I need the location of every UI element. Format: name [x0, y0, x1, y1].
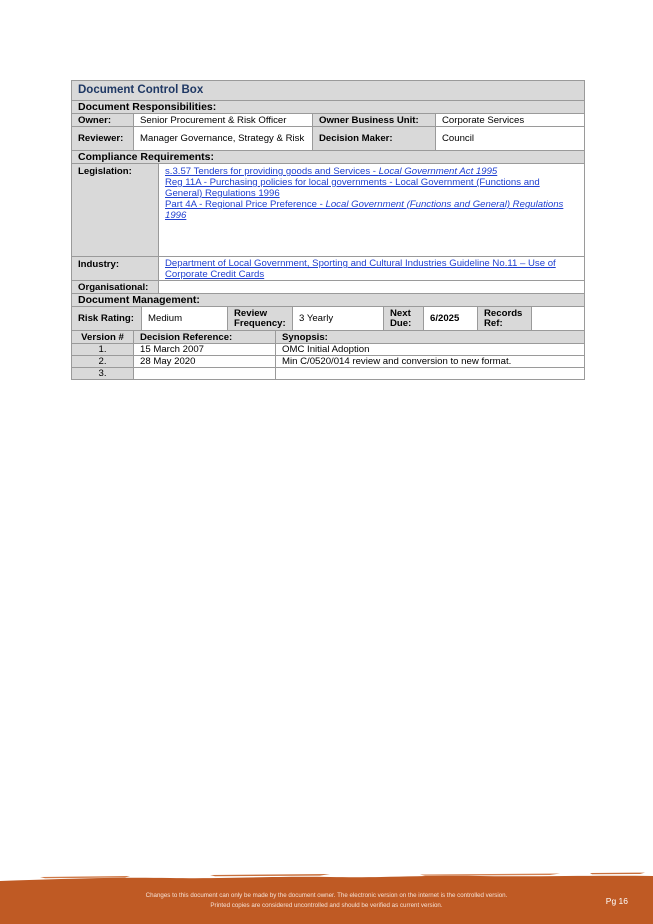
version-synopsis: OMC Initial Adoption	[282, 344, 370, 355]
legislation-label: Legislation:	[72, 164, 159, 256]
organisational-value	[159, 281, 584, 293]
legislation-row	[72, 164, 584, 257]
risk-row	[72, 307, 584, 331]
owner-unit-value: Corporate Services	[442, 114, 525, 126]
owner-label: Owner:	[72, 114, 134, 126]
document-control-title: Document Control Box	[72, 81, 584, 101]
reviewer-value: Manager Governance, Strategy & Risk	[134, 127, 313, 150]
version-decision-ref: 28 May 2020	[134, 356, 276, 367]
version-row	[72, 368, 584, 379]
owner-unit-label: Owner Business Unit:	[313, 114, 436, 126]
decision-maker-value: Council	[442, 133, 474, 144]
owner-value: Senior Procurement & Risk Officer	[134, 114, 313, 126]
page-footer	[0, 881, 653, 924]
review-frequency-label: Review Frequency:	[228, 307, 293, 330]
version-row	[72, 344, 584, 356]
organisational-label: Organisational:	[72, 281, 159, 293]
version-synopsis: Min C/0520/014 review and conversion to new format.	[282, 356, 512, 367]
organisational-row	[72, 281, 584, 294]
footer-line-1: Changes to this document can only be made by the document owner. The electronic version on the internet is the controlled version.	[145, 892, 508, 899]
version-decision-ref	[134, 368, 276, 379]
version-number: 3.	[72, 368, 134, 379]
legislation-list	[159, 164, 584, 256]
compliance-heading: Compliance Requirements:	[72, 151, 584, 164]
reviewer-row	[72, 127, 584, 151]
synopsis-header: Synopsis:	[276, 331, 584, 343]
risk-rating-value: Medium	[142, 307, 228, 330]
next-due-label: Next Due:	[384, 307, 424, 330]
legislation-link-2[interactable]: Reg 11A - Purchasing policies for local governments - Local Government (Functions and General) Regulations 1996	[165, 177, 540, 199]
risk-rating-label: Risk Rating:	[72, 307, 142, 330]
industry-label: Industry:	[72, 257, 159, 280]
industry-row	[72, 257, 584, 281]
owner-row	[72, 114, 584, 127]
version-row	[72, 356, 584, 368]
version-decision-ref: 15 March 2007	[134, 344, 276, 355]
industry-value	[159, 257, 584, 280]
legislation-link-3[interactable]: Part 4A - Regional Price Preference - Local Government (Functions and General) Regulations 1996	[165, 199, 564, 221]
version-header-row	[72, 331, 584, 344]
decision-maker-label: Decision Maker:	[313, 127, 436, 150]
version-number: 2.	[72, 356, 134, 367]
decision-reference-header: Decision Reference:	[134, 331, 276, 343]
responsibilities-heading: Document Responsibilities:	[72, 101, 584, 114]
next-due-value: 6/2025	[424, 307, 478, 330]
version-header: Version #	[72, 331, 134, 343]
legislation-link-1[interactable]: s.3.57 Tenders for providing goods and Services - Local Government Act 1995	[165, 166, 498, 177]
records-ref-label: Records Ref:	[478, 307, 532, 330]
version-synopsis	[276, 368, 584, 379]
reviewer-label: Reviewer:	[72, 127, 134, 150]
version-number: 1.	[72, 344, 134, 355]
footer-disclaimer	[0, 891, 653, 911]
footer-line-2: Printed copies are considered uncontrolled and should be verified as current version.	[210, 902, 443, 909]
page-number: Pg 16	[605, 896, 628, 906]
document-control-box	[71, 80, 585, 380]
industry-link[interactable]: Department of Local Government, Sporting and Cultural Industries Guideline No.11 – Use of Corporate Credit Cards	[165, 258, 556, 280]
management-heading: Document Management:	[72, 294, 584, 307]
review-frequency-value: 3 Yearly	[293, 307, 384, 330]
records-ref-value	[532, 307, 584, 330]
